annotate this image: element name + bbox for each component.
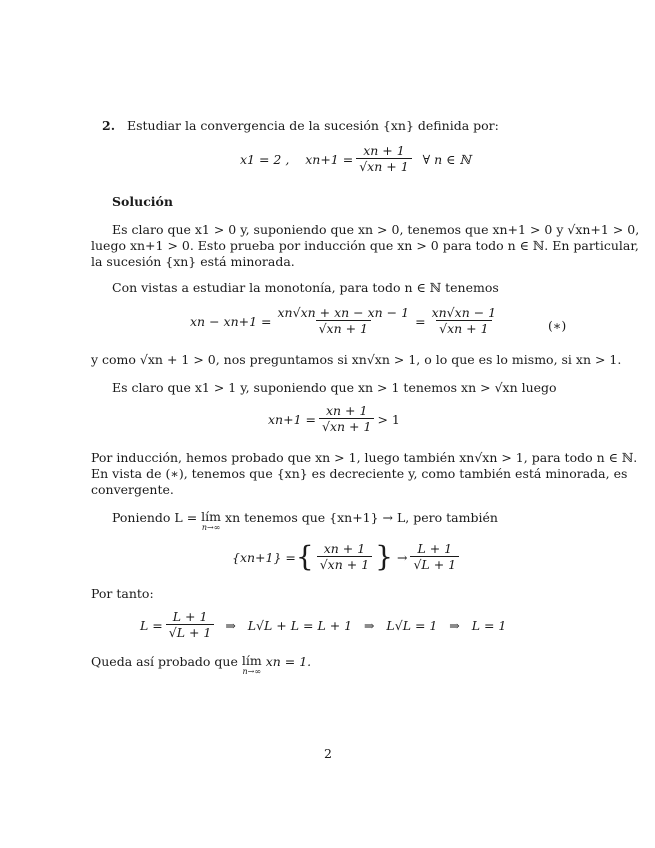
eq1-denominator-2: √xn + 1 [436,320,491,336]
def-numerator: xn + 1 [363,143,405,158]
def-denominator: √xn + 1 [356,158,411,174]
eq3-fraction-2 [410,542,459,572]
paragraph-1-line-3: la sucesión {xn} está minorada. [91,254,295,269]
p6-post: xn tenemos que {xn+1} → L, pero también [225,510,498,525]
eq1-fraction-2 [429,306,500,336]
eq3-lhs: {xn+1} = [232,549,296,565]
final-limit-label: lím [241,653,262,668]
paragraph-8 [91,654,311,676]
page-number: 2 [324,746,332,761]
solution-heading: Solución [112,194,173,209]
p8-post: xn = 1. [265,654,312,669]
final-limit-operator [242,654,262,676]
eq2-lhs: xn+1 = [268,411,316,427]
eq3-fraction [317,542,372,572]
p6-pre: Poniendo L = [112,510,198,525]
def-quantifier: ∀ n ∈ ℕ [422,151,471,167]
eq4-numerator: L + 1 [172,609,208,624]
paragraph-7: Por tanto: [91,586,154,601]
eq1-equals: = [415,313,426,329]
paragraph-1-line-2: luego xn+1 > 0. Esto prueba por inducción que xn > 0 para todo n ∈ ℕ. En particular, [91,238,639,253]
eq4-fraction [166,610,215,640]
eq2-fraction [319,404,374,434]
eq3-numerator: xn + 1 [323,541,366,556]
p8-pre: Queda así probado que [91,654,238,669]
eq2-rhs: > 1 [377,411,400,427]
def-initial: x1 = 2 , [240,151,290,167]
paragraph-2: Con vistas a estudiar la monotonía, para todo n ∈ ℕ tenemos [112,280,499,295]
def-lhs: xn+1 = [305,151,354,167]
definition-equation [240,144,471,174]
monotonicity-equation [190,306,502,336]
eq2-numerator: xn + 1 [325,403,368,418]
eq3-numerator-2: L + 1 [417,541,453,556]
paragraph-3: y como √xn + 1 > 0, nos preguntamos si xn√xn > 1, o lo que es lo mismo, si xn > 1. [91,352,622,367]
paragraph-1-line-1: Es claro que x1 > 0 y, suponiendo que xn > 0, tenemos que xn+1 > 0 y √xn+1 > 0, [112,222,640,237]
eq1-numerator-1: xn√xn + xn − xn − 1 [277,305,410,320]
eq1-numerator-2: xn√xn − 1 [431,305,497,320]
right-brace-icon: } [375,540,393,573]
paragraph-5-line-3: convergente. [91,482,174,497]
fixed-point-equation [140,610,506,640]
def-fraction [356,144,411,174]
eq1-denominator-1: √xn + 1 [316,320,371,336]
limit-label: lím [201,509,222,524]
eq1-lhs: xn − xn+1 = [190,313,272,329]
eq2-denominator: √xn + 1 [319,418,374,434]
eq4-denominator: √L + 1 [166,624,215,640]
final-limit-subscript: n→∞ [242,667,262,676]
paragraph-5-line-1: Por inducción, hemos probado que xn > 1, luego también xn√xn > 1, para todo n ∈ ℕ. [91,450,638,465]
eq4-lhs: L = [140,617,163,633]
limit-equation [232,542,462,572]
problem-number: 2. [102,118,116,133]
limit-operator [201,510,221,532]
limit-subscript: n→∞ [201,523,221,532]
left-brace-icon: { [295,540,314,573]
eq4-rest: ⇒ L√L + L = L + 1 ⇒ L√L = 1 ⇒ L = 1 [225,617,507,633]
paragraph-5-line-2: En vista de (∗), tenemos que {xn} es decreciente y, como también está minorada, es [91,466,628,481]
paragraph-4: Es claro que x1 > 1 y, suponiendo que xn > 1 tenemos xn > √xn luego [112,380,557,395]
induction-equation [268,404,400,434]
equation-tag: (∗) [548,318,567,333]
problem-statement [102,118,499,133]
problem-text: Estudiar la convergencia de la sucesión {xn} definida por: [126,118,499,133]
eq3-denominator: √xn + 1 [317,556,372,572]
eq3-arrow: → [396,549,408,565]
eq1-fraction-1 [275,306,413,336]
eq3-denominator-2: √L + 1 [410,556,459,572]
paragraph-6 [112,510,498,532]
